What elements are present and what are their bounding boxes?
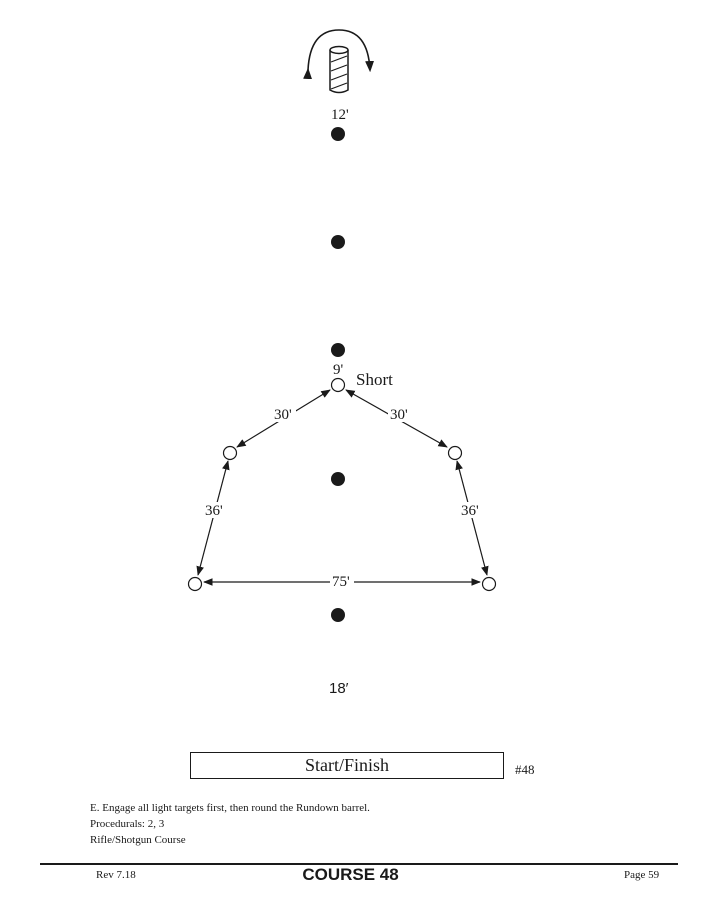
edge-label-top-left: 30' [274, 407, 292, 423]
note-course-type: Rifle/Shotgun Course [90, 834, 186, 846]
open-target-right [449, 447, 462, 460]
course-number: #48 [515, 762, 535, 777]
edge-label-right: 36' [461, 503, 479, 519]
rotating-barrel-icon [330, 47, 348, 93]
note-instruction: E. Engage all light targets first, then round the Rundown barrel. [90, 802, 370, 814]
open-target-short [332, 379, 345, 392]
open-target-left [224, 447, 237, 460]
edge-label-bottom: 75' [332, 574, 350, 590]
edge-label-top-right: 30' [390, 407, 408, 423]
filled-target [331, 608, 345, 622]
course-notes [90, 800, 370, 848]
distance-label-bottom: 18′ [329, 680, 349, 697]
note-procedurals: Procedurals: 2, 3 [90, 818, 165, 830]
filled-target [331, 127, 345, 141]
edge-label-left: 36' [205, 503, 223, 519]
distance-label-top: 12' [331, 107, 349, 123]
open-target-bottom-right [483, 578, 496, 591]
short-label: Short [356, 370, 393, 389]
open-target-bottom-left [189, 578, 202, 591]
filled-target [331, 343, 345, 357]
filled-target [331, 235, 345, 249]
footer-page-number: Page 59 [624, 869, 660, 881]
filled-target [331, 472, 345, 486]
start-finish-label: Start/Finish [304, 755, 389, 775]
footer-course-title: COURSE 48 [302, 865, 399, 884]
distance-label-mid: 9' [333, 362, 344, 378]
start-finish-box [190, 752, 504, 779]
footer-revision: Rev 7.18 [96, 869, 136, 881]
